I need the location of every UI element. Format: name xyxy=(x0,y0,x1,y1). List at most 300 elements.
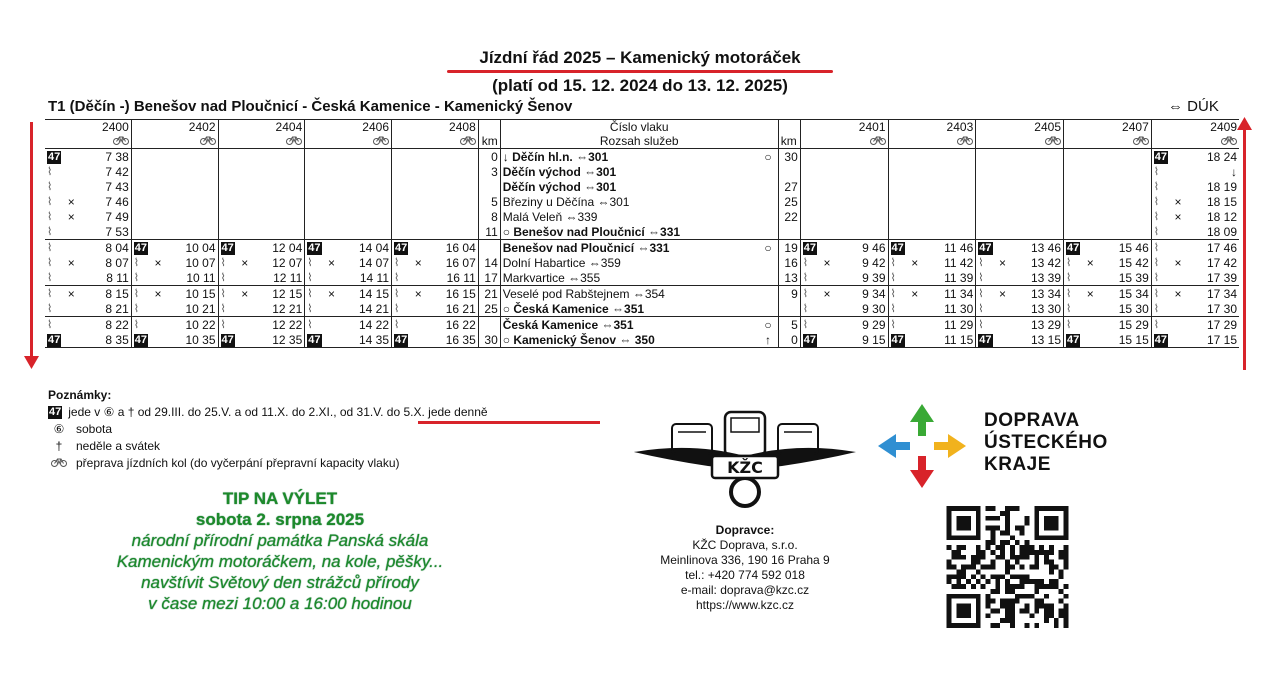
qr-module xyxy=(1005,526,1010,531)
qr-module xyxy=(1064,545,1069,550)
qr-module xyxy=(1044,613,1049,618)
qr-module xyxy=(1005,530,1010,535)
timetable-row xyxy=(45,179,1239,194)
timetable-row xyxy=(45,317,1239,333)
mark-cell: × xyxy=(154,255,162,270)
wave-icon: ⌇ xyxy=(1153,257,1160,269)
badge-cell xyxy=(800,149,819,165)
mark-cell xyxy=(237,194,253,209)
station-cell: Veselé pod Rabštejnem ⇔354 xyxy=(500,286,758,302)
badge-cell xyxy=(218,317,237,333)
bicycle-icon xyxy=(113,135,129,145)
badge-cell xyxy=(45,194,63,209)
km-header xyxy=(478,120,500,135)
badge-cell xyxy=(218,194,237,209)
station-symbol xyxy=(758,301,778,317)
time-cell xyxy=(1098,224,1151,240)
mark-cell xyxy=(410,179,426,194)
time-cell: 11 42 xyxy=(944,255,974,270)
mark-cell xyxy=(1082,240,1098,256)
qr-module xyxy=(1010,565,1015,570)
badge-cell xyxy=(218,332,237,348)
time-cell xyxy=(340,149,392,165)
km-cell: 25 xyxy=(478,301,500,317)
cross-icon: † xyxy=(55,439,63,453)
time-cell: 14 15 xyxy=(340,286,392,302)
qr-module xyxy=(986,526,991,531)
qr-module xyxy=(976,550,981,555)
qr-module xyxy=(986,579,991,584)
timetable-row xyxy=(45,255,1239,270)
wave-icon: ⌇ xyxy=(1153,288,1160,300)
mark-cell xyxy=(237,209,253,224)
time-cell: 16 07 xyxy=(445,255,476,270)
badge-cell xyxy=(1064,209,1083,224)
wave-icon: ⌇ xyxy=(47,242,53,254)
time-cell: 13 42 xyxy=(1030,255,1061,270)
qr-module xyxy=(1039,604,1044,609)
mark-cell xyxy=(1082,149,1098,165)
badge-cell xyxy=(305,286,324,302)
time-cell: 12 15 xyxy=(253,286,305,302)
qr-module xyxy=(1005,584,1010,589)
qr-module xyxy=(990,608,995,613)
bike-cell xyxy=(45,134,131,149)
wave-icon: ⌇ xyxy=(978,288,984,300)
qr-module xyxy=(1064,565,1069,570)
km-cell: 8 xyxy=(478,209,500,224)
qr-module xyxy=(1034,589,1039,594)
qr-module xyxy=(1049,604,1054,609)
km-cell xyxy=(778,164,800,179)
badge-cell xyxy=(305,255,324,270)
qr-module xyxy=(1059,574,1064,579)
qr-module xyxy=(976,506,981,540)
mark-cell xyxy=(1170,149,1186,165)
wave-icon: ⌇ xyxy=(307,319,313,331)
badge-cell xyxy=(392,209,411,224)
badge-47: 47 xyxy=(891,242,904,254)
mark-cell xyxy=(995,149,1011,165)
badge-cell xyxy=(976,301,995,317)
km-cell: 17 xyxy=(478,270,500,286)
qr-module xyxy=(990,589,995,594)
time-cell: 17 42 xyxy=(1206,255,1237,270)
time-cell: 12 21 xyxy=(272,301,303,316)
time-cell: 15 39 xyxy=(1118,270,1149,285)
time-cell: 12 35 xyxy=(253,332,305,348)
timetable-row xyxy=(45,332,1239,348)
qr-module xyxy=(995,574,1000,579)
time-cell: 15 34 xyxy=(1098,286,1151,302)
qr-module xyxy=(1054,623,1059,628)
qr-module xyxy=(1034,579,1039,584)
qr-module xyxy=(995,579,1000,584)
bicycle-icon xyxy=(870,135,886,145)
time-cell: 15 30 xyxy=(1118,301,1149,316)
qr-module xyxy=(990,535,995,540)
qr-module xyxy=(966,579,971,584)
qr-module xyxy=(1049,545,1054,550)
mark-cell: × xyxy=(998,255,1006,270)
tip-line: v čase mezi 10:00 a 16:00 hodinou xyxy=(148,594,412,613)
station-cell: Děčín východ ⇔301 xyxy=(500,164,758,179)
notes xyxy=(48,387,488,472)
qr-module xyxy=(986,506,991,511)
km-cell: 13 xyxy=(784,270,798,285)
time-cell: 12 04 xyxy=(253,240,305,256)
qr-module xyxy=(947,623,981,628)
mark-cell xyxy=(1170,179,1186,194)
mark-cell xyxy=(907,194,923,209)
mark-cell xyxy=(237,224,253,240)
mark-cell: × xyxy=(150,286,166,302)
time-cell: 9 42 xyxy=(862,255,886,270)
station-cell: Březiny u Děčína ⇔301 xyxy=(500,194,758,209)
station-symbol xyxy=(758,270,778,286)
timetable-row xyxy=(45,270,1239,286)
wave-icon: ⌇ xyxy=(307,303,313,315)
carrier-email[interactable]: e-mail: doprava@kzc.cz xyxy=(680,583,810,597)
time-cell xyxy=(1011,224,1064,240)
badge-cell xyxy=(800,209,819,224)
qr-module xyxy=(981,550,986,555)
badge-47: 47 xyxy=(803,242,816,254)
badge-cell xyxy=(888,332,907,348)
qr-module xyxy=(1010,623,1015,628)
route-line: T1 (Děčín -) Benešov nad Ploučnicí - Česká Kamenice - Kamenický Šenov xyxy=(48,98,573,115)
station-cell: ○ Česká Kamenice ⇔351 xyxy=(500,301,758,317)
wave-icon: ⌇ xyxy=(890,272,896,284)
badge-cell xyxy=(131,255,150,270)
badge-cell xyxy=(1151,224,1170,240)
qr-module xyxy=(1015,594,1020,599)
timetable-row xyxy=(45,301,1239,317)
qr-module xyxy=(1010,574,1015,579)
qr-module xyxy=(1005,608,1010,613)
badge-cell xyxy=(1151,317,1170,333)
badge-47: 47 xyxy=(395,242,408,254)
mark-cell: × xyxy=(327,255,335,270)
badge-cell xyxy=(45,317,63,333)
qr-module xyxy=(1015,540,1020,545)
mark-cell xyxy=(63,301,79,317)
mark-cell xyxy=(410,301,426,317)
time-cell: 17 46 xyxy=(1186,240,1239,256)
badge-cell xyxy=(305,194,324,209)
qr-module xyxy=(1005,540,1010,545)
wave-icon: ⌇ xyxy=(307,272,313,284)
time-cell xyxy=(340,194,392,209)
mark-cell xyxy=(995,317,1011,333)
mark-cell xyxy=(1170,224,1186,240)
qr-module xyxy=(947,545,952,550)
badge-47: 47 xyxy=(134,242,147,254)
km-cell: 22 xyxy=(784,209,798,224)
qr-module xyxy=(990,550,995,555)
badge-47: 47 xyxy=(221,242,234,254)
time-cell: 16 15 xyxy=(426,286,478,302)
mark-cell xyxy=(819,332,835,348)
station-symbol xyxy=(758,209,778,224)
qr-module xyxy=(1010,618,1015,623)
time-cell xyxy=(923,164,976,179)
qr-module xyxy=(1010,535,1015,540)
qr-module xyxy=(1000,599,1005,604)
bike-cell xyxy=(888,134,976,149)
station-cell: ○ Benešov nad Ploučnicí ⇔331 xyxy=(500,224,758,240)
time-cell: 8 04 xyxy=(79,240,131,256)
mark-cell xyxy=(410,224,426,240)
wave-icon: ⌇ xyxy=(47,303,53,315)
qr-module xyxy=(1029,565,1034,570)
time-cell xyxy=(923,149,976,165)
mark-cell xyxy=(324,301,340,317)
station-symbol xyxy=(758,179,778,194)
note-text: neděle a svátek xyxy=(76,439,161,453)
train-number: 2405 xyxy=(976,120,1064,135)
bicycle-icon xyxy=(200,135,216,145)
qr-module xyxy=(1010,584,1015,589)
time-cell xyxy=(340,179,392,194)
badge-cell xyxy=(976,255,995,270)
badge-cell xyxy=(305,149,324,165)
km-cell: 21 xyxy=(478,286,500,302)
qr-module xyxy=(1020,555,1025,560)
qr-module xyxy=(995,608,1000,613)
mark-cell xyxy=(63,179,79,194)
badge-cell xyxy=(131,209,150,224)
qr-module xyxy=(1044,555,1049,560)
badge-cell xyxy=(1064,270,1083,286)
qr-module xyxy=(1034,584,1039,589)
badge-cell xyxy=(1064,194,1083,209)
time-cell: 14 22 xyxy=(340,317,392,333)
badge-cell xyxy=(131,301,150,317)
mark-cell xyxy=(907,270,923,286)
tip-line: navštívit Světový den strážců přírody xyxy=(141,573,419,592)
time-cell xyxy=(1098,179,1151,194)
qr-module xyxy=(976,569,981,574)
qr-code[interactable] xyxy=(945,506,1070,628)
mark-cell xyxy=(63,164,79,179)
badge-cell xyxy=(218,149,237,165)
time-cell: 11 29 xyxy=(923,317,976,333)
mark-cell xyxy=(995,179,1011,194)
tip-line: Kamenickým motoráčkem, na kole, pěšky... xyxy=(116,552,444,571)
time-cell: 18 12 xyxy=(1206,209,1237,224)
time-cell: 8 11 xyxy=(106,270,129,285)
badge-cell xyxy=(392,301,411,317)
qr-module xyxy=(1039,545,1044,550)
qr-module xyxy=(1010,604,1015,609)
qr-module xyxy=(1020,608,1025,613)
qr-module xyxy=(1059,608,1064,613)
km-cell: 9 xyxy=(778,286,800,302)
badge-47: 47 xyxy=(221,334,234,346)
qr-module xyxy=(947,506,952,540)
time-cell: 9 30 xyxy=(862,301,886,316)
time-cell xyxy=(166,209,218,224)
badge-cell xyxy=(1064,224,1083,240)
timetable-row xyxy=(45,149,1239,165)
badge-cell xyxy=(218,301,237,317)
wave-icon: ⌇ xyxy=(47,181,53,193)
qr-module xyxy=(1044,550,1049,555)
qr-module xyxy=(1005,589,1010,594)
mark-cell: × xyxy=(823,255,831,270)
mark-cell xyxy=(150,179,166,194)
badge-cell xyxy=(1064,332,1083,348)
qr-module xyxy=(1034,623,1039,628)
wave-icon: ⌇ xyxy=(890,288,896,300)
badge-cell xyxy=(800,270,819,286)
wave-icon: ⌇ xyxy=(890,257,896,269)
time-cell: 10 11 xyxy=(186,270,216,285)
qr-module xyxy=(1025,545,1030,550)
badge-cell xyxy=(218,286,237,302)
qr-module xyxy=(976,594,981,628)
time-cell xyxy=(923,179,976,194)
qr-module xyxy=(1029,594,1034,599)
wave-icon: ⌇ xyxy=(1066,272,1072,284)
badge-cell xyxy=(131,240,150,256)
mark-cell xyxy=(995,194,1011,209)
qr-module xyxy=(1020,584,1025,589)
mark-cell xyxy=(324,224,340,240)
badge-cell xyxy=(1064,317,1083,333)
time-cell xyxy=(923,224,976,240)
qr-module xyxy=(1005,560,1010,565)
time-cell xyxy=(253,149,305,165)
badge-47: 47 xyxy=(1067,334,1080,346)
carrier-web[interactable]: https://www.kzc.cz xyxy=(695,598,795,612)
timetable-row xyxy=(45,209,1239,224)
km-cell: 16 xyxy=(784,255,798,270)
mark-cell xyxy=(819,164,835,179)
badge-47: 47 xyxy=(1154,151,1167,163)
qr-module xyxy=(1049,613,1054,618)
qr-module xyxy=(956,574,961,579)
badge-cell xyxy=(800,286,819,302)
mark-cell xyxy=(1082,270,1098,286)
badge-cell xyxy=(131,286,150,302)
wave-icon: ⌇ xyxy=(307,288,313,300)
mark-cell xyxy=(1082,194,1098,209)
services-header: Rozsah služeb xyxy=(500,134,778,149)
qr-module xyxy=(947,594,981,599)
bike-cell xyxy=(131,134,218,149)
wave-icon: ⌇ xyxy=(47,166,53,178)
time-cell xyxy=(923,209,976,224)
badge-cell xyxy=(800,179,819,194)
badge-cell xyxy=(800,301,819,317)
mark-cell: × xyxy=(67,194,75,209)
mark-cell xyxy=(995,164,1011,179)
qr-module xyxy=(1005,521,1010,526)
mark-cell xyxy=(410,209,426,224)
qr-module xyxy=(1029,579,1034,584)
time-cell: 14 07 xyxy=(358,255,389,270)
qr-module xyxy=(1044,594,1049,599)
wave-icon: ⌇ xyxy=(1153,166,1160,178)
qr-module xyxy=(1034,599,1039,604)
time-cell: 18 15 xyxy=(1206,194,1237,209)
time-cell: 16 04 xyxy=(426,240,478,256)
carrier-info xyxy=(620,523,870,613)
badge-cell xyxy=(1151,194,1170,209)
qr-module xyxy=(976,545,981,550)
qr-module xyxy=(1020,579,1025,584)
badge-cell xyxy=(45,164,63,179)
qr-module xyxy=(990,540,995,545)
badge-cell xyxy=(392,270,411,286)
wave-icon: ⌇ xyxy=(47,257,53,269)
badge-cell xyxy=(131,317,150,333)
qr-module xyxy=(1054,618,1059,623)
qr-module xyxy=(1025,623,1030,628)
mark-cell xyxy=(237,332,253,348)
badge-cell xyxy=(1151,209,1170,224)
badge-cell xyxy=(45,270,63,286)
time-cell xyxy=(426,179,478,194)
badge-cell xyxy=(305,240,324,256)
wave-icon: ⌇ xyxy=(133,303,140,315)
badge-cell xyxy=(976,164,995,179)
qr-module xyxy=(1000,540,1005,545)
wave-icon: ⌇ xyxy=(978,257,984,269)
bike-cell xyxy=(392,134,479,149)
mark-cell xyxy=(410,164,426,179)
station-symbol: ○ xyxy=(758,317,778,333)
mark-cell xyxy=(237,240,253,256)
qr-module xyxy=(947,565,952,570)
time-cell: 13 34 xyxy=(1011,286,1064,302)
mark-cell xyxy=(63,240,79,256)
highlight-underline xyxy=(418,421,600,424)
time-cell: 15 46 xyxy=(1098,240,1151,256)
badge-cell xyxy=(305,317,324,333)
badge-cell xyxy=(1151,332,1170,348)
time-cell xyxy=(835,149,888,165)
time-cell: 10 22 xyxy=(166,317,218,333)
time-cell: 18 09 xyxy=(1206,224,1237,239)
mark-cell xyxy=(1082,224,1098,240)
bike-cell xyxy=(305,134,392,149)
qr-module xyxy=(1044,584,1049,589)
bicycle-icon xyxy=(1133,135,1149,145)
badge-cell xyxy=(1064,286,1083,302)
time-cell: ↓ xyxy=(1231,164,1237,179)
mark-cell xyxy=(1170,301,1186,317)
qr-module xyxy=(1044,604,1049,609)
badge-cell xyxy=(888,209,907,224)
time-cell: 16 21 xyxy=(445,301,476,316)
time-cell: 8 22 xyxy=(79,317,131,333)
mark-cell xyxy=(819,209,835,224)
mark-cell xyxy=(410,270,426,286)
validity-text: (platí od 15. 12. 2024 do 13. 12. 2025) xyxy=(492,76,788,95)
qr-module xyxy=(1005,511,1010,516)
qr-module xyxy=(947,574,952,579)
time-cell: 8 15 xyxy=(79,286,131,302)
wave-icon: ⌇ xyxy=(978,319,984,331)
qr-module xyxy=(947,560,952,565)
mark-cell xyxy=(819,224,835,240)
qr-module xyxy=(956,569,961,574)
badge-cell xyxy=(1064,149,1083,165)
mark-cell xyxy=(150,301,166,317)
